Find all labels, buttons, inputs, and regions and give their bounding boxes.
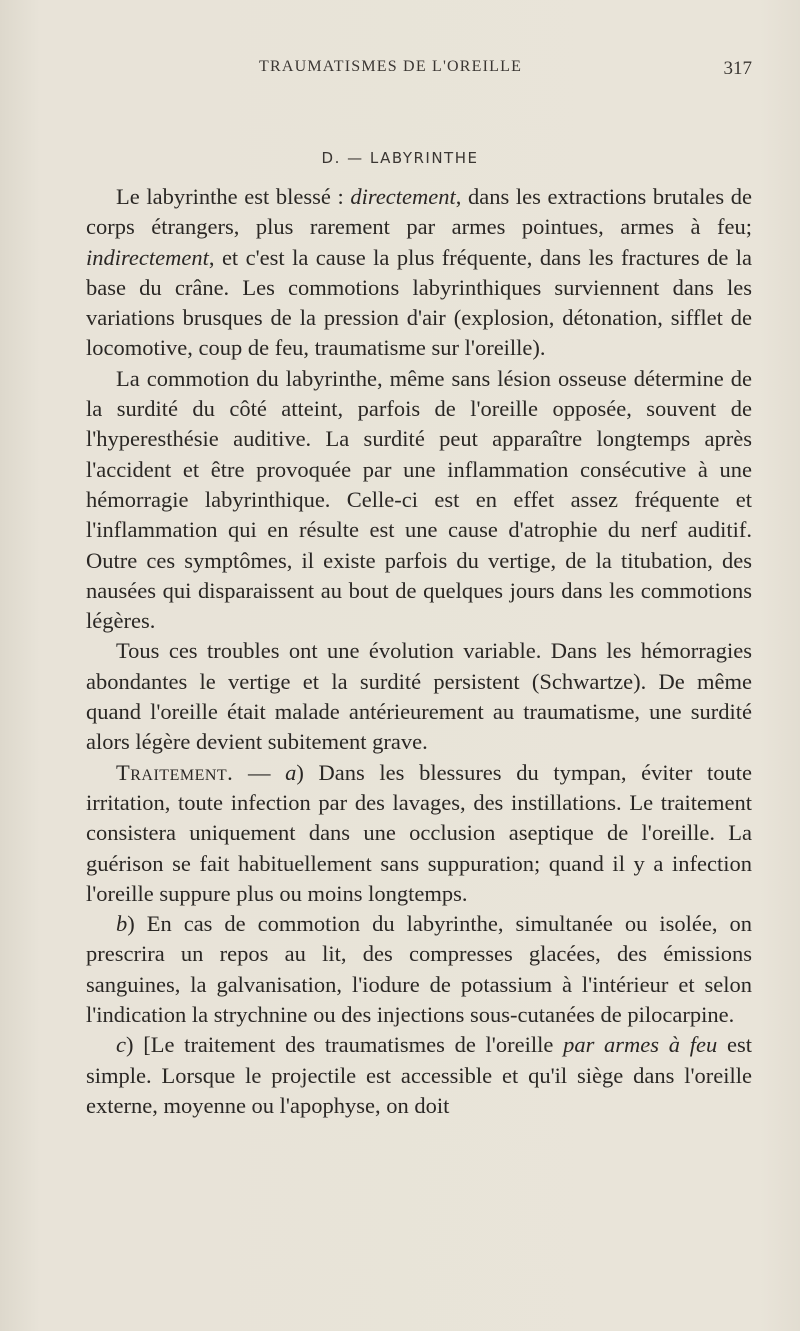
emphasis: par armes à feu bbox=[563, 1032, 718, 1058]
paragraph-2: La commotion du labyrinthe, même sans lésion osseuse détermine de la surdité du côté atteint, parfois de l'oreille opposée, souvent de l'hyperesthésie auditive. La surdité peut apparaître longtemps après l'accident et être provoquée par une inflammation consécutive à une hémorragie labyrinthique. Celle-ci est en effet assez fréquente et l'inflammation qui en résulte est une cause d'atrophie du nerf auditif. Outre ces symptômes, il existe parfois du vertige, de la titubation, des nausées qui disparaissent au bout de quelques jours dans les commotions légères. bbox=[86, 365, 752, 634]
text-run: ) [Le traitement des traumatismes de l'oreille bbox=[126, 1032, 564, 1058]
emphasis: directement bbox=[350, 184, 456, 209]
treatment-label: Traitement. bbox=[116, 759, 234, 785]
paragraph-4 bbox=[86, 758, 752, 909]
running-title: TRAUMATISMES DE L'OREILLE bbox=[259, 58, 523, 75]
section-title: D. — LABYRINTHE bbox=[321, 149, 479, 167]
text-run: Le labyrinthe est blessé : bbox=[116, 184, 351, 209]
text-run: ) En cas de commotion du labyrinthe, simultanée ou isolée, on prescrira un repos au lit, des compresses glacées, des émissions sanguines, la galvanisation, l'iodure de potassium à l'intérieur et selon l'indication la strychnine ou des injections sous-cutanées de pilocarpine. bbox=[86, 911, 752, 1028]
body-text bbox=[86, 182, 752, 1121]
text-run: , dans les extractions brutales de corps étrangers, plus rarement par armes pointues, armes à feu; bbox=[86, 184, 752, 240]
item-letter: b bbox=[116, 911, 128, 937]
paragraph-1 bbox=[86, 182, 752, 364]
page-number: 317 bbox=[723, 58, 752, 79]
paragraph-3: Tous ces troubles ont une évolution variable. Dans les hémorragies abondantes le vertige et la surdité persistent (Schwartze). De même quand l'oreille était malade antérieurement au traumatisme, une surdité alors légère devient subitement grave. bbox=[86, 638, 752, 755]
text-run: ) Dans les blessures du tympan, éviter toute irritation, toute infection par des lavages, des instillations. Le traitement consistera uniquement dans une occlusion aseptique de l'oreille. La guérison se fait habituellement sans suppuration; quand il y a infection l'oreille suppure plus ou moins longtemps. bbox=[86, 759, 752, 906]
text-run: — bbox=[233, 759, 286, 785]
item-letter: a bbox=[285, 759, 297, 785]
page-header bbox=[0, 58, 800, 86]
paragraph-5 bbox=[86, 909, 752, 1030]
paragraph-6 bbox=[86, 1030, 752, 1121]
item-letter: c bbox=[116, 1032, 126, 1058]
text-run: est simple. Lorsque le projectile est accessible et qu'il siège dans l'oreille externe, moyenne ou l'apophyse, on doit bbox=[86, 1032, 752, 1118]
text-run: , et c'est la cause la plus fréquente, dans les fractures de la base du crâne. Les commotions labyrinthiques surviennent dans les variations brusques de la pression d'air (explosion, détonation, sifflet de locomotive, coup de feu, traumatisme sur l'oreille). bbox=[86, 244, 752, 361]
emphasis: indirectement bbox=[86, 244, 209, 270]
